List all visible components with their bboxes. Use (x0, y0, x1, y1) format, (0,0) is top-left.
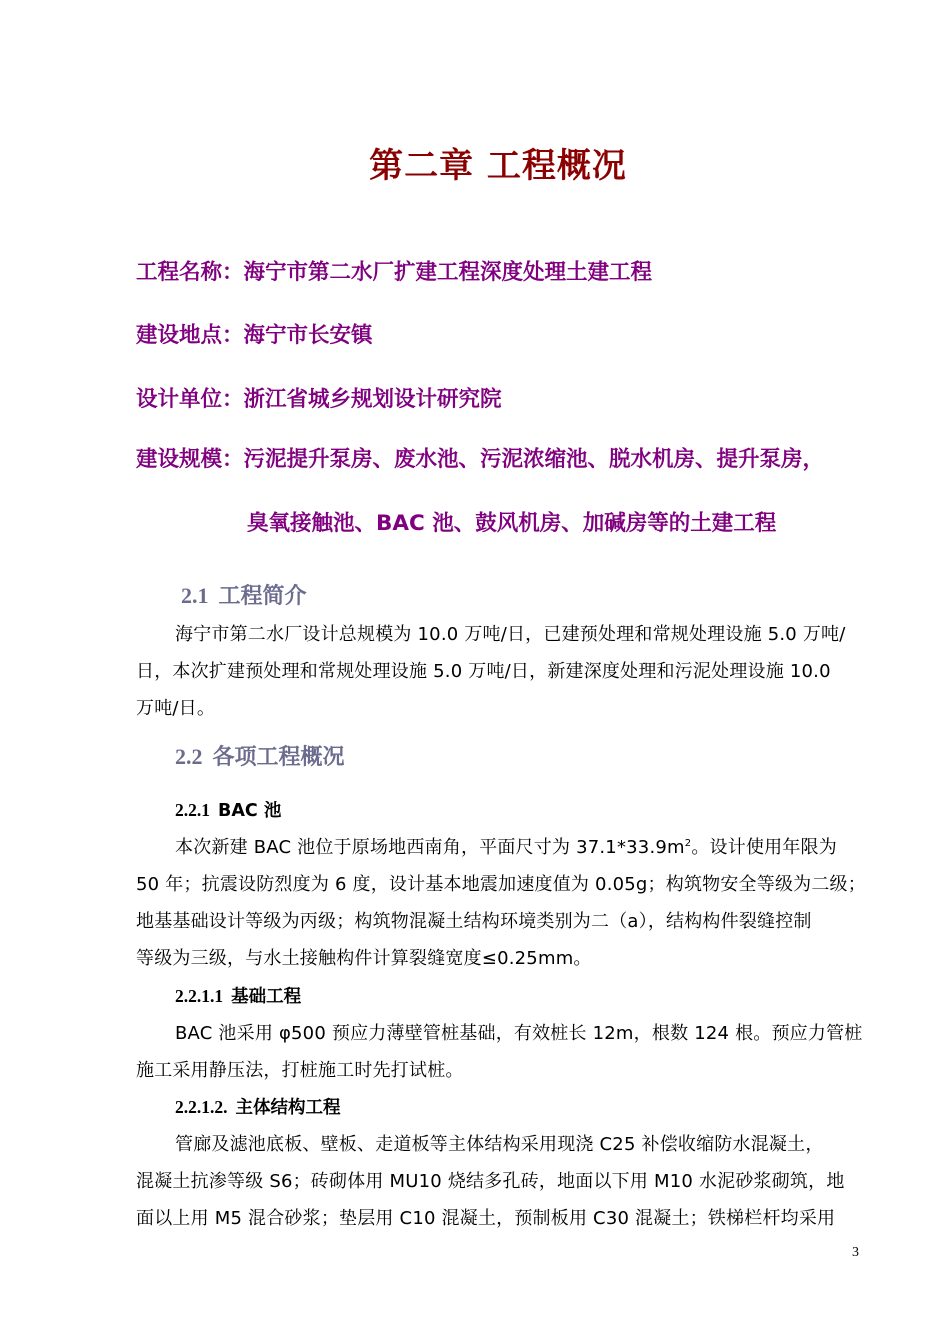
section-title: BAC 池 (218, 801, 282, 821)
section-title: 主体结构工程 (235, 1098, 341, 1118)
section-2-2-1-2-heading (175, 1094, 341, 1119)
section-number: 2.2.1.1 (175, 986, 224, 1006)
section-2-2-heading (175, 740, 345, 771)
design-unit-line: 设计单位：浙江省城乡规划设计研究院 (136, 387, 502, 412)
section-title: 各项工程概况 (212, 745, 345, 770)
paragraph-line: 管廊及滤池底板、壁板、走道板等主体结构采用现浇 C25 补偿收缩防水混凝土， (175, 1134, 824, 1155)
superscript: 2 (684, 838, 692, 849)
text-run: 本次新建 BAC 池位于原场地西南角，平面尺寸为 37.1*33.9m (175, 837, 685, 858)
paragraph-line: 海宁市第二水厂设计总规模为 10.0 万吨/日，已建预处理和常规处理设施 5.0 万吨/ (175, 624, 846, 645)
paragraph-line: 施工采用静压法，打桩施工时先打试桩。 (136, 1060, 464, 1081)
paragraph-line: 面以上用 M5 混合砂浆；垫层用 C10 混凝土，预制板用 C30 混凝土；铁梯栏杆均采用 (136, 1208, 836, 1229)
paragraph-line: 地基基础设计等级为丙级；构筑物混凝土结构环境类别为二（a），结构构件裂缝控制 (136, 911, 812, 932)
paragraph-line: 万吨/日。 (136, 698, 216, 719)
location-line: 建设地点：海宁市长安镇 (136, 323, 373, 348)
section-2-2-1-1-heading (175, 983, 301, 1008)
section-number: 2.2.1.2. (175, 1097, 228, 1117)
section-title: 工程简介 (218, 584, 307, 609)
section-title: 基础工程 (231, 987, 302, 1007)
paragraph-line: 50 年；抗震设防烈度为 6 度，设计基本地震加速度值为 0.05g；构筑物安全等级为二级； (136, 874, 866, 895)
section-number: 2.1 (181, 583, 209, 608)
section-number: 2.2.1 (175, 800, 210, 820)
page-number: 3 (852, 1245, 859, 1260)
section-2-1-heading (181, 579, 307, 610)
paragraph-line: BAC 池采用 φ500 预应力薄壁管桩基础，有效桩长 12m，根数 124 根。预应力管桩 (175, 1023, 863, 1044)
paragraph-line: 日，本次扩建预处理和常规处理设施 5.0 万吨/日，新建深度处理和污泥处理设施 10.0 (136, 661, 831, 682)
scale-line-2: 臭氧接触池、BAC 池、鼓风机房、加碱房等的土建工程 (247, 511, 777, 536)
project-name-line: 工程名称：海宁市第二水厂扩建工程深度处理土建工程 (136, 260, 653, 285)
paragraph-line (175, 833, 837, 859)
text-run: 。设计使用年限为 (691, 837, 837, 858)
section-number: 2.2 (175, 744, 203, 769)
scale-line-1: 建设规模：污泥提升泵房、废水池、污泥浓缩池、脱水机房、提升泵房， (136, 447, 825, 472)
paragraph-line: 等级为三级，与水土接触构件计算裂缝宽度≤0.25mm。 (136, 948, 592, 969)
chapter-title: 第二章 工程概况 (369, 146, 627, 186)
paragraph-line: 混凝土抗渗等级 S6；砖砌体用 MU10 烧结多孔砖，地面以下用 M10 水泥砂浆砌筑，地 (136, 1171, 845, 1192)
section-2-2-1-heading (175, 797, 281, 822)
